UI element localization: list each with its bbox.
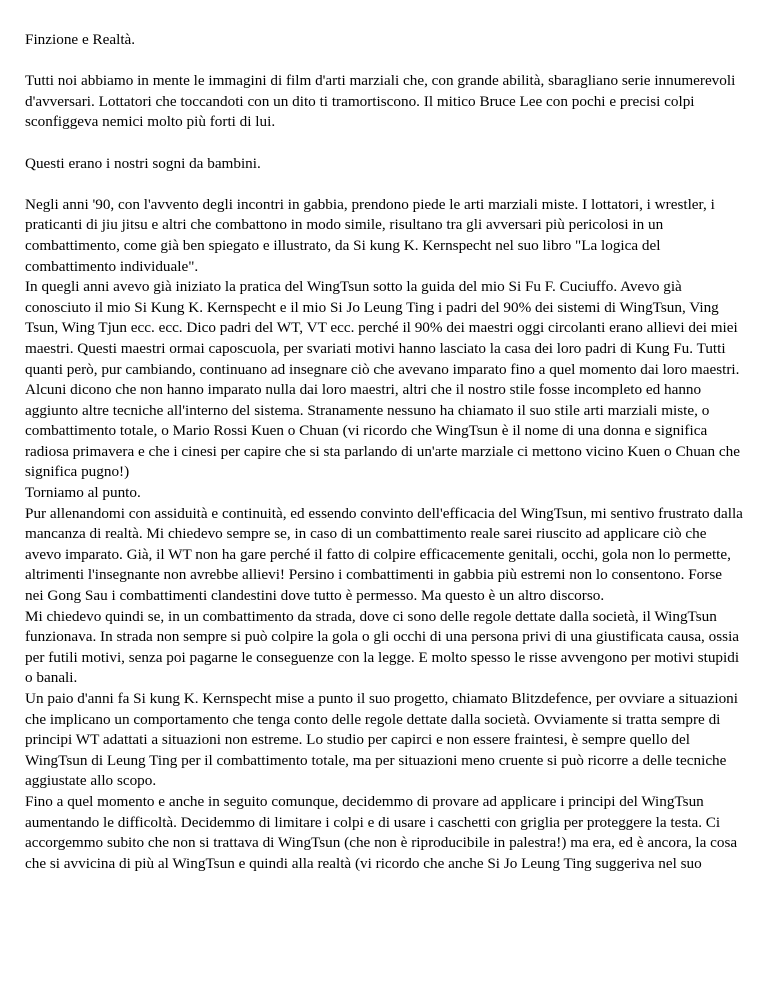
paragraph-street-fight: Mi chiedevo quindi se, in un combattimento da strada, dove ci sono delle regole dettate dalla società, il WingTsun funzionava. In strada non sempre si può colpire la gola o gli occhi di una persona privi di una giustificata causa, ossia per futili motivi, senza poi pagarne le conseguenze con la legge. E molto spesso le risse avvengono per motivi stupidi o banali. [25, 607, 740, 687]
paragraph-nineties: Negli anni '90, con l'avvento degli incontri in gabbia, prendono piede le arti marziali miste. I lottatori, i wrestler, i praticanti di jiu jitsu e altri che combattono in modo simile, risultano tra gli avversari più pericolosi in un combattimento, come già ben spiegato e illustrato, da Si kung K. Kernspecht nel suo libro "La logica del combattimento individuale". [25, 195, 715, 275]
paragraph-back-to-point: Torniamo al punto. [25, 484, 141, 502]
paragraph-wingtsun-practice: In quegli anni avevo già iniziato la pratica del WingTsun sotto la guida del mio Si Fu F. Cuciuffo. Avevo già conosciuto il mio Si Kung K. Kernspecht e il mio Si Jo Leung Ting i padri del 90% dei sistemi di WingTsun, Ving Tsun, Wing Tjun ecc. ecc. Dico padri del WT, VT ecc. perché il 90% dei maestri oggi circolanti erano allievi dei miei maestri. Questi maestri ormai caposcuola, per svariati motivi hanno lasciato la casa dei loro padri di Kung Fu. Tutti quanti però, pur cambiando, continuano ad insegnare ciò che avevano imparato fino a quel momento dai loro maestri. Alcuni dicono che non hanno imparato nulla dai loro maestri, altri che il nostro stile fosse incompleto ed hanno aggiunto altre tecniche all'interno del sistema. Stranamente nessuno ha chiamato il suo stile arti marziali miste, o combattimento totale, o Mario Rossi Kuen o Chuan (vi ricordo che WingTsun è il nome di una donna e significa radiosa primavera e che i cinesi per capire che si sta parlando di un'arte marziale ci mettono vicino Kuen o Chuan che significa pugno!) [25, 278, 740, 481]
document-page [25, 30, 743, 874]
document-title: Finzione e Realtà. [25, 31, 136, 48]
paragraph-dreams: Questi erano i nostri sogni da bambini. [25, 154, 261, 172]
paragraph-testing: Fino a quel momento e anche in seguito comunque, decidemmo di provare ad applicare i principi del WingTsun aumentando le difficoltà. Decidemmo di limitare i colpi e di usare i caschetti con griglia per proteggere la testa. Ci accorgemmo subito che non si trattava di WingTsun (che non è riproducibile in palestra!) ma era, ed è ancora, la cosa che si avvicina di più al WingTsun e quindi alla realtà (vi ricordo che anche Si Jo Leung Ting suggeriva nel suo [25, 792, 738, 872]
paragraph-training: Pur allenandomi con assiduità e continuità, ed essendo convinto dell'efficacia del WingTsun, mi sentivo frustrato dalla mancanza di realtà. Mi chiedevo sempre se, in caso di un combattimento reale sarei riuscito ad applicare ciò che avevo imparato. Già, il WT non ha gare perché il fatto di colpire efficacemente genitali, occhi, gola non lo permette, altrimenti l'insegnante non avrebbe allievi! Persino i combattimenti in gabbia più estremi non lo consentono. Forse nei Gong Sau i combattimenti clandestini dove tutto è permesso. Ma questo è un altro discorso. [25, 504, 743, 605]
paragraph-blitzdefence: Un paio d'anni fa Si kung K. Kernspecht mise a punto il suo progetto, chiamato Blitzdefence, per ovviare a situazioni che implicano un comportamento che tenga conto delle regole dettate dalla società. Ovviamente si tratta sempre di principi WT adattati a situazioni non estreme. Lo studio per capirci e non essere fraintesi, è sempre quello del WingTsun di Leung Ting per il combattimento totale, ma per situazioni meno cruente si può ricorre a delle tecniche aggiustate allo scopo. [25, 690, 738, 790]
paragraph-intro: Tutti noi abbiamo in mente le immagini di film d'arti marziali che, con grande abilità, sbaragliano serie innumerevoli d'avversari. Lottatori che toccandoti con un dito ti tramortiscono. Il mitico Bruce Lee con pochi e precisi colpi sconfiggeva nemici molto più forti di lui. [25, 72, 736, 131]
